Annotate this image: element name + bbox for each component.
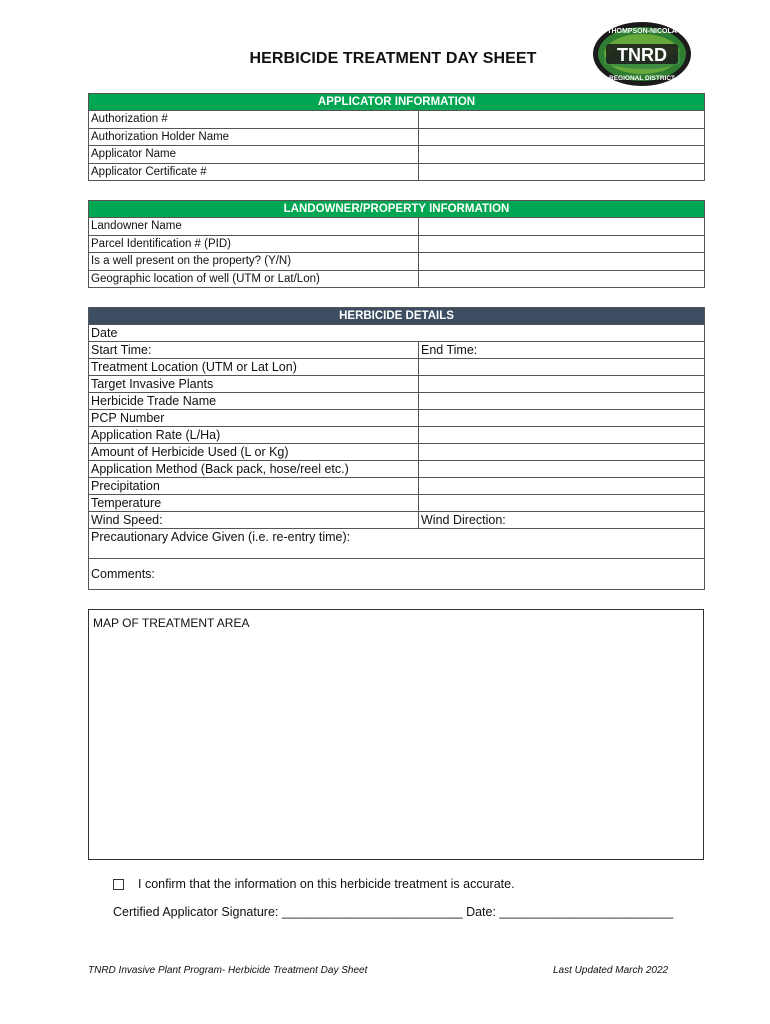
logo-main-text: TNRD (617, 45, 667, 65)
confirm-row (113, 877, 515, 891)
signature-line[interactable]: Certified Applicator Signature: __________________________ Date: _________________________ (113, 905, 674, 919)
row-label: Applicator Name (89, 146, 419, 164)
value-field[interactable] (419, 427, 705, 444)
page-title: HERBICIDE TREATMENT DAY SHEET (249, 50, 537, 67)
well-present-field[interactable] (419, 253, 705, 271)
value-field[interactable] (419, 359, 705, 376)
map-area[interactable] (88, 609, 704, 860)
row-label: Temperature (89, 495, 419, 512)
wind-speed-field[interactable]: Wind Speed: (89, 512, 419, 529)
value-field[interactable] (419, 410, 705, 427)
row-label: Application Rate (L/Ha) (89, 427, 419, 444)
row-label: Precipitation (89, 478, 419, 495)
row-label: Authorization Holder Name (89, 128, 419, 146)
certificate-field[interactable] (419, 163, 705, 181)
authorization-field[interactable] (419, 111, 705, 129)
row-label: Treatment Location (UTM or Lat Lon) (89, 359, 419, 376)
row-label: Applicator Certificate # (89, 163, 419, 181)
row-label: Authorization # (89, 111, 419, 129)
row-label: Is a well present on the property? (Y/N) (89, 253, 419, 271)
value-field[interactable] (419, 461, 705, 478)
well-location-field[interactable] (419, 270, 705, 288)
row-label: Geographic location of well (UTM or Lat/Lon) (89, 270, 419, 288)
landowner-header: LANDOWNER/PROPERTY INFORMATION (89, 201, 705, 218)
row-label: Parcel Identification # (PID) (89, 235, 419, 253)
value-field[interactable] (419, 444, 705, 461)
landowner-name-field[interactable] (419, 218, 705, 236)
row-label: Herbicide Trade Name (89, 393, 419, 410)
herbicide-header: HERBICIDE DETAILS (89, 308, 705, 325)
pid-field[interactable] (419, 235, 705, 253)
landowner-table (88, 200, 705, 288)
logo-bottom-text: REGIONAL DISTRICT (609, 75, 675, 82)
start-time-field[interactable]: Start Time: (89, 342, 419, 359)
value-field[interactable] (419, 376, 705, 393)
applicator-table (88, 93, 705, 181)
wind-direction-field[interactable]: Wind Direction: (419, 512, 705, 529)
holder-name-field[interactable] (419, 128, 705, 146)
date-field[interactable]: Date (89, 325, 705, 342)
herbicide-table (88, 307, 705, 590)
row-label: Target Invasive Plants (89, 376, 419, 393)
applicator-name-field[interactable] (419, 146, 705, 164)
applicator-header: APPLICATOR INFORMATION (89, 94, 705, 111)
logo-top-text: THOMPSON-NICOLA (607, 28, 677, 35)
value-field[interactable] (419, 393, 705, 410)
confirm-text: I confirm that the information on this herbicide treatment is accurate. (138, 877, 515, 891)
row-label: Amount of Herbicide Used (L or Kg) (89, 444, 419, 461)
comments-field[interactable]: Comments: (89, 559, 705, 590)
map-label: MAP OF TREATMENT AREA (93, 616, 250, 630)
footer-right: Last Updated March 2022 (553, 965, 669, 976)
footer-left: TNRD Invasive Plant Program- Herbicide Treatment Day Sheet (88, 965, 368, 976)
row-label: Landowner Name (89, 218, 419, 236)
precaution-field[interactable]: Precautionary Advice Given (i.e. re-entry time): (89, 529, 705, 559)
value-field[interactable] (419, 478, 705, 495)
end-time-field[interactable]: End Time: (419, 342, 705, 359)
confirm-checkbox[interactable] (113, 879, 124, 890)
value-field[interactable] (419, 495, 705, 512)
tnrd-logo (590, 20, 694, 88)
row-label: PCP Number (89, 410, 419, 427)
row-label: Application Method (Back pack, hose/reel etc.) (89, 461, 419, 478)
